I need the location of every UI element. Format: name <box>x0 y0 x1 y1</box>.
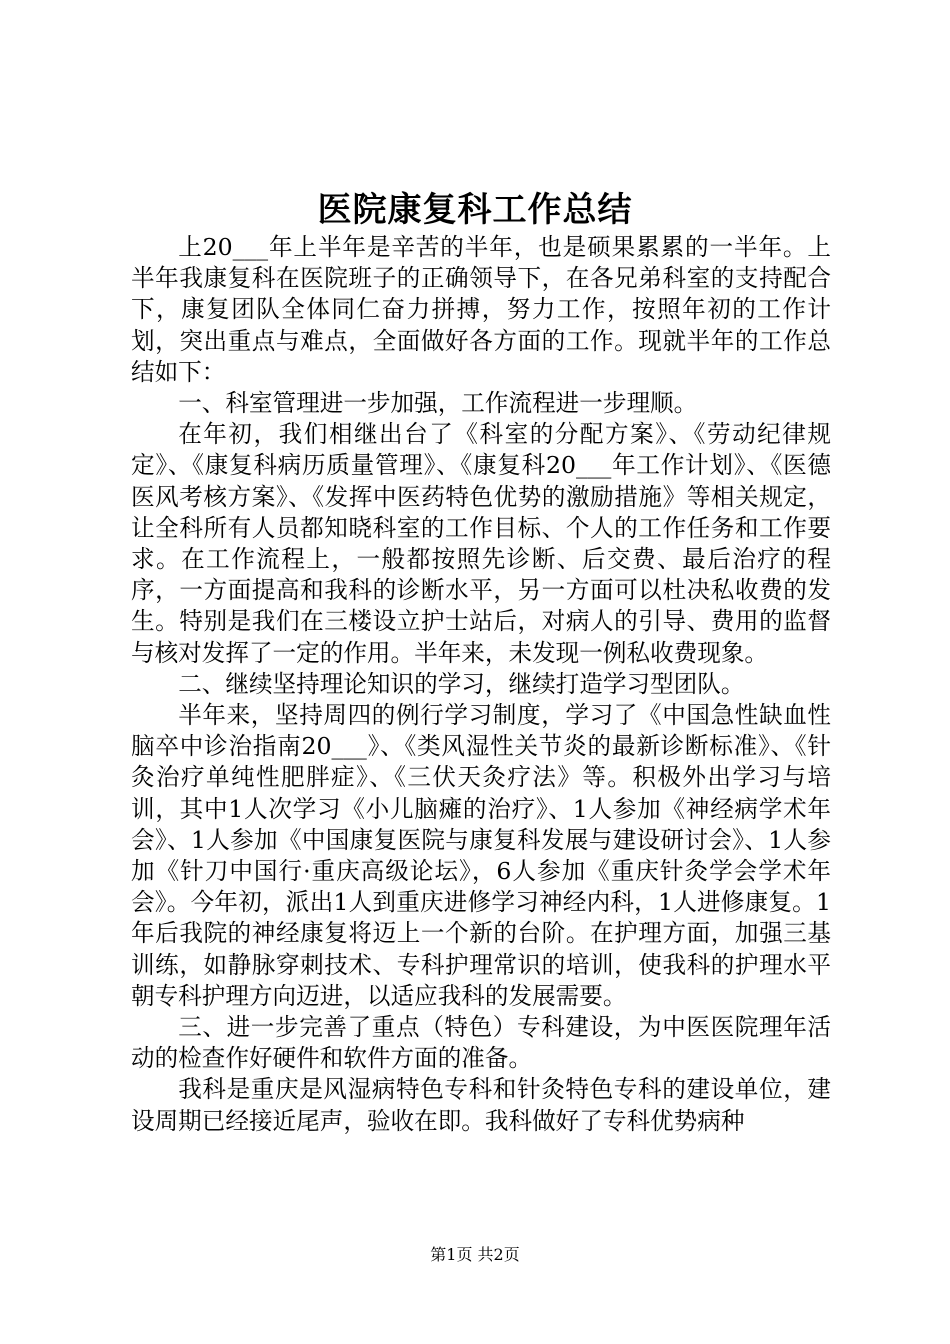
document-body <box>131 232 831 1137</box>
section-heading-1: 一、科室管理进一步加强，工作流程进一步理顺。 <box>178 389 698 418</box>
paragraph-section-1: 在年初，我们相继出台了《科室的分配方案》、《劳动纪律规定》、《康复科病历质量管理》、《康复科20___年工作计划》、《医德医风考核方案》、《发挥中医药特色优势的激励措施》等相关规定，让全科所有人员都知晓科室的工作目标、个人的工作任务和工作要求。在工作流程上，一般都按照先诊断、后交费、最后治疗的程序，一方面提高和我科的诊断水平，另一方面可以杜决私收费的发生。特别是我们在三楼设立护士站后，对病人的引导、费用的监督与核对发挥了一定的作用。半年来，未发现一例私收费现象。 <box>131 420 831 667</box>
paragraph-section-3: 我科是重庆是风湿病特色专科和针灸特色专科的建设单位，建设周期已经接近尾声，验收在即。我科做好了专科优势病种 <box>131 1075 831 1135</box>
paragraph-section-2: 半年来，坚持周四的例行学习制度，学习了《中国急性缺血性脑卒中诊治指南20___》、《类风湿性关节炎的最新诊断标准》、《针灸治疗单纯性肥胖症》、《三伏天灸疗法》等。积极外出学习与培训，其中1人次学习《小儿脑瘫的治疗》、1人参加《神经病学术年会》、1人参加《中国康复医院与康复科发展与建设研讨会》、1人参加《针刀中国行·重庆高级论坛》，6人参加《重庆针灸学会学术年会》。今年初，派出1人到重庆进修学习神经内科，1人进修康复。1年后我院的神经康复将迈上一个新的台阶。在护理方面，加强三基训练，如静脉穿刺技术、专科护理常识的培训，使我科的护理水平朝专科护理方向迈进，以适应我科的发展需要。 <box>131 701 831 1010</box>
document-title: 医院康复科工作总结 <box>317 190 633 230</box>
section-heading-3: 三、进一步完善了重点（特色）专科建设，为中医医院理年活动的检查作好硬件和软件方面的准备。 <box>131 1013 831 1073</box>
section-heading-2: 二、继续坚持理论知识的学习，继续打造学习型团队。 <box>178 669 745 698</box>
page-footer: 第1页 共2页 <box>430 1245 520 1264</box>
paragraph-intro: 上20___年上半年是辛苦的半年，也是硕果累累的一半年。上半年我康复科在医院班子的正确领导下，在各兄弟科室的支持配合下，康复团队全体同仁奋力拼搏，努力工作，按照年初的工作计划，突出重点与难点，全面做好各方面的工作。现就半年的工作总结如下： <box>131 233 831 386</box>
